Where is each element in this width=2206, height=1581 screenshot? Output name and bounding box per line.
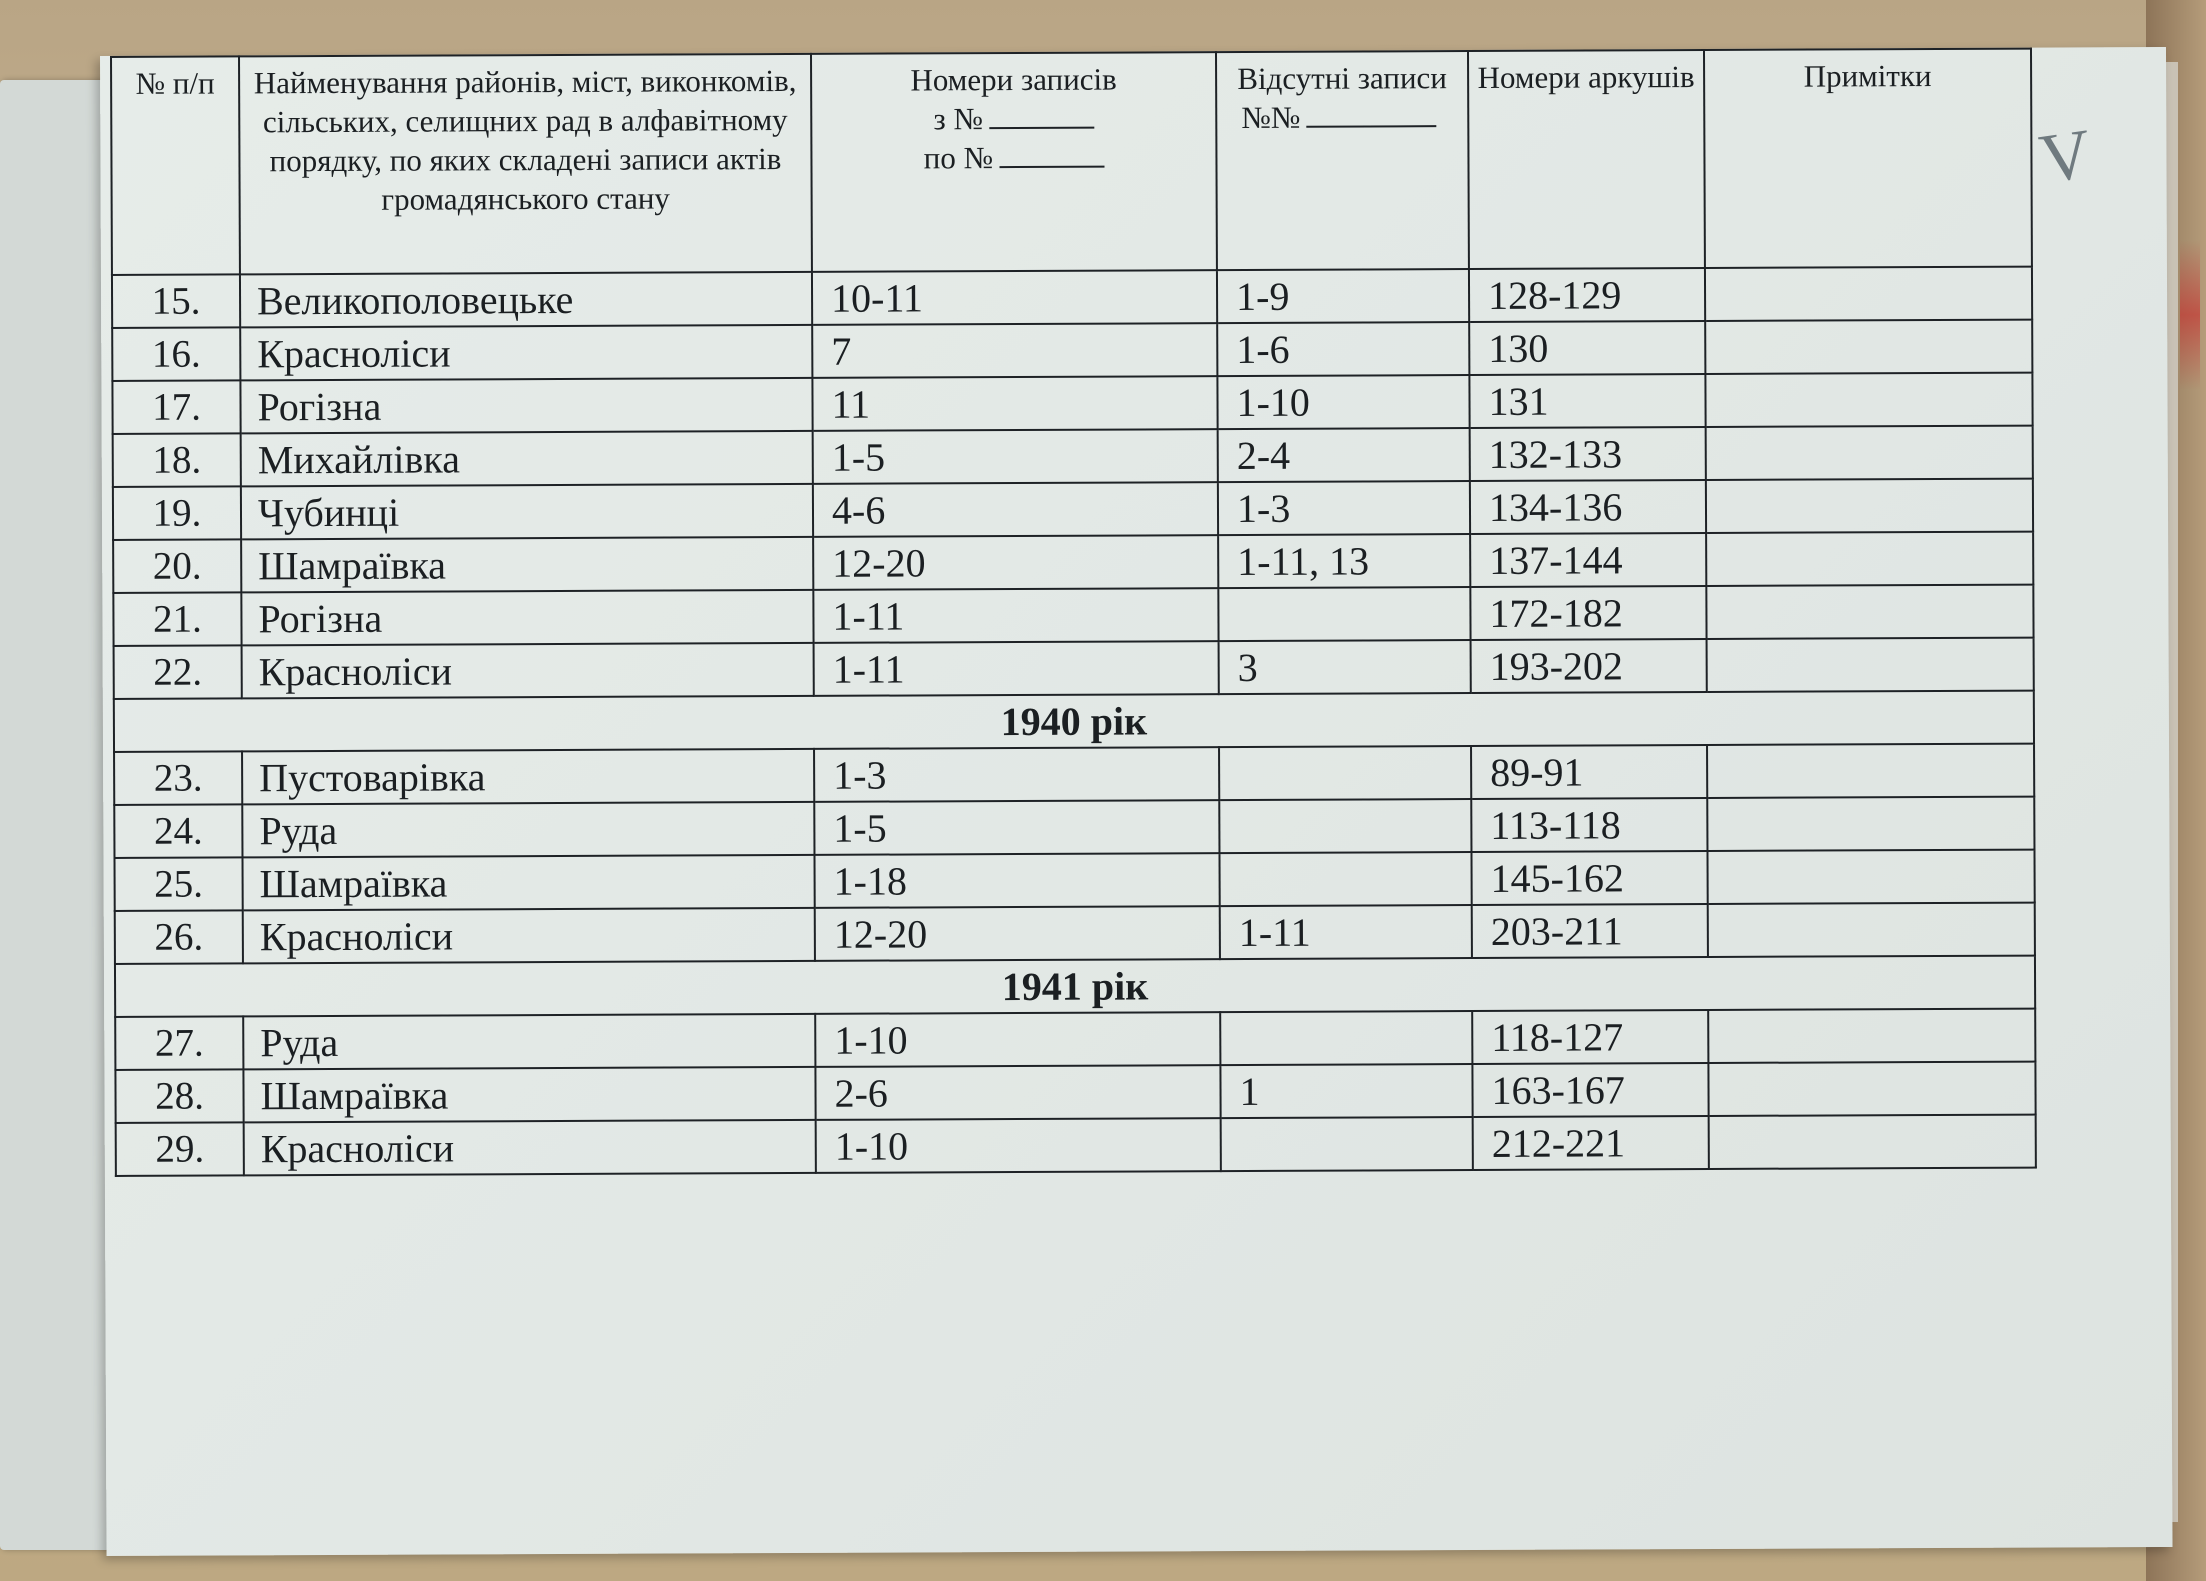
row-records: 1-5 (813, 429, 1218, 484)
rows-1941 (115, 1009, 2036, 1176)
row-notes (1707, 850, 2034, 904)
table-row (112, 373, 2032, 434)
row-sheets: 132-133 (1470, 427, 1706, 481)
header-records (811, 52, 1217, 272)
row-number: 29. (116, 1122, 244, 1176)
table-row (115, 903, 2035, 964)
row-sheets: 203-211 (1472, 904, 1708, 958)
header-absent-nums: №№ (1217, 97, 1467, 137)
row-sheets: 89-91 (1471, 745, 1707, 799)
table-row (114, 850, 2034, 911)
row-name: Шамраївка (242, 855, 814, 910)
table-row (116, 1115, 2036, 1176)
row-notes (1708, 903, 2035, 957)
row-notes (1708, 1009, 2035, 1063)
row-records: 1-3 (814, 747, 1219, 802)
row-notes (1709, 1115, 2036, 1169)
row-number: 26. (115, 910, 243, 964)
row-name: Великополовецьке (240, 272, 812, 327)
row-sheets: 172-182 (1470, 586, 1706, 640)
row-absent: 3 (1219, 640, 1471, 694)
row-name: Красноліси (240, 325, 812, 380)
row-records: 7 (812, 323, 1217, 378)
row-number: 16. (112, 327, 240, 381)
row-number: 19. (113, 486, 241, 540)
header-row (111, 49, 2032, 275)
row-notes (1707, 797, 2034, 851)
row-notes (1706, 426, 2033, 480)
row-name: Рогізна (240, 378, 812, 433)
row-name: Красноліси (244, 1120, 816, 1175)
header-absent (1216, 51, 1469, 270)
margin-roman-numeral: V (2035, 115, 2097, 199)
year-label-1940: 1940 рік (114, 691, 2034, 752)
row-records: 1-11 (814, 641, 1219, 696)
row-sheets: 163-167 (1472, 1063, 1708, 1117)
row-absent (1219, 746, 1471, 800)
row-notes (1706, 479, 2033, 533)
table-row (113, 479, 2033, 540)
row-notes (1707, 638, 2034, 692)
row-records: 1-10 (815, 1012, 1220, 1067)
row-absent (1220, 1011, 1472, 1065)
row-records: 12-20 (815, 906, 1220, 961)
row-sheets: 131 (1469, 374, 1705, 428)
row-number: 18. (113, 433, 241, 487)
row-number: 21. (113, 592, 241, 646)
table-row (113, 426, 2033, 487)
table-row (113, 585, 2033, 646)
header-records-to: по № (812, 137, 1215, 178)
rows-1940 (114, 744, 2035, 964)
row-notes (1706, 532, 2033, 586)
row-sheets: 113-118 (1471, 798, 1707, 852)
row-number: 23. (114, 751, 242, 805)
table-row (115, 1009, 2035, 1070)
table-row (113, 532, 2033, 593)
row-absent: 1-11, 13 (1218, 534, 1470, 588)
row-notes (1705, 267, 2032, 321)
header-absent-title: Відсутні записи (1237, 60, 1447, 97)
registry-table (110, 48, 2037, 1177)
underlying-sheet-left (0, 80, 110, 1550)
row-records: 12-20 (813, 535, 1218, 590)
row-sheets: 130 (1469, 321, 1705, 375)
row-number: 24. (114, 804, 242, 858)
row-records: 1-18 (814, 853, 1219, 908)
row-absent: 1-11 (1220, 905, 1472, 959)
row-absent: 1-3 (1218, 481, 1470, 535)
table-row (112, 267, 2032, 328)
row-absent: 1-10 (1217, 375, 1469, 429)
row-name: Чубинці (241, 484, 813, 539)
header-sheets: Номери аркушів (1468, 50, 1705, 269)
red-ink-mark (2180, 240, 2200, 390)
rows-1939 (112, 267, 2034, 699)
header-records-from: з № (812, 98, 1215, 139)
row-sheets: 137-144 (1470, 533, 1706, 587)
year-row-1940 (114, 691, 2034, 752)
row-records: 1-5 (814, 800, 1219, 855)
row-number: 28. (115, 1069, 243, 1123)
row-number: 25. (114, 857, 242, 911)
row-absent (1219, 799, 1471, 853)
table-row (114, 744, 2034, 805)
row-number: 15. (112, 274, 240, 328)
row-absent: 1-9 (1217, 269, 1469, 323)
row-sheets: 193-202 (1471, 639, 1707, 693)
row-records: 1-10 (816, 1118, 1221, 1173)
row-name: Михайлівка (241, 431, 813, 486)
row-name: Шамраївка (243, 1067, 815, 1122)
header-name: Найменування районів, міст, виконкомів, сільських, селищних рад в алфавітному порядку, по яких складені записи актів громадянського стану (239, 54, 812, 274)
row-records: 2-6 (815, 1065, 1220, 1120)
row-number: 20. (113, 539, 241, 593)
row-name: Руда (243, 1014, 815, 1069)
year-row-1941 (115, 956, 2035, 1017)
row-name: Красноліси (242, 643, 814, 698)
row-name: Пустоварівка (242, 749, 814, 804)
row-absent: 1-6 (1217, 322, 1469, 376)
row-notes (1706, 585, 2033, 639)
row-sheets: 128-129 (1469, 268, 1705, 322)
row-notes (1707, 744, 2034, 798)
table-row (114, 797, 2034, 858)
row-absent (1219, 852, 1471, 906)
header-num: № п/п (111, 56, 240, 275)
row-sheets: 145-162 (1471, 851, 1707, 905)
row-name: Руда (242, 802, 814, 857)
header-records-title: Номери записів (910, 61, 1117, 98)
row-absent (1221, 1117, 1473, 1171)
table-row (112, 320, 2032, 381)
row-notes (1708, 1062, 2035, 1116)
table-row (114, 638, 2034, 699)
row-absent: 1 (1220, 1064, 1472, 1118)
row-number: 22. (114, 645, 242, 699)
row-number: 27. (115, 1016, 243, 1070)
document-page (100, 47, 2173, 1556)
row-name: Красноліси (243, 908, 815, 963)
year-label-1941: 1941 рік (115, 956, 2035, 1017)
row-records: 10-11 (812, 270, 1217, 325)
row-records: 1-11 (813, 588, 1218, 643)
row-absent (1218, 587, 1470, 641)
row-number: 17. (112, 380, 240, 434)
row-sheets: 212-221 (1473, 1116, 1709, 1170)
row-sheets: 134-136 (1470, 480, 1706, 534)
row-name: Рогізна (241, 590, 813, 645)
row-records: 11 (812, 376, 1217, 431)
row-records: 4-6 (813, 482, 1218, 537)
row-notes (1705, 320, 2032, 374)
table-row (115, 1062, 2035, 1123)
row-notes (1705, 373, 2032, 427)
row-absent: 2-4 (1218, 428, 1470, 482)
row-name: Шамраївка (241, 537, 813, 592)
header-notes: Примітки (1704, 49, 2032, 268)
row-sheets: 118-127 (1472, 1010, 1708, 1064)
